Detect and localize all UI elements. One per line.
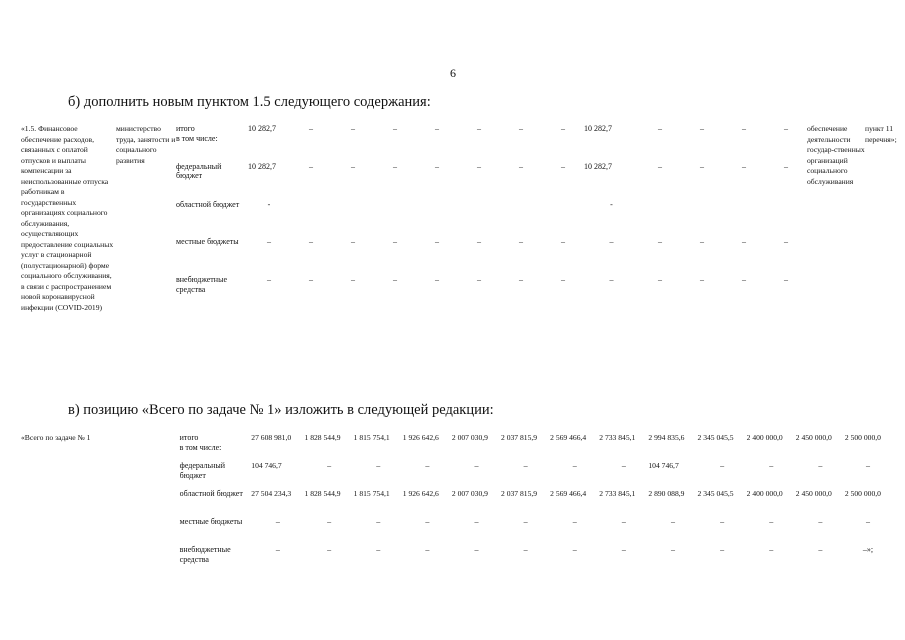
funding-source-label: областной бюджет [176, 199, 240, 209]
value-cell: – [742, 275, 746, 285]
value-cell: – [474, 461, 479, 470]
value-cell: 2 007 030,9 [451, 433, 488, 442]
value-cell: – [267, 237, 271, 247]
value-cell: – [621, 545, 626, 554]
value-cell: – [519, 275, 523, 285]
value-cell: – [700, 275, 704, 285]
value-cell: – [818, 545, 823, 554]
funding-source-label: внебюджетные средства [176, 275, 227, 294]
value-cell [765, 200, 807, 238]
value-cell: – [477, 124, 481, 133]
value-cell: – [658, 124, 662, 133]
value-cell: – [658, 275, 662, 285]
value-cell: 2 345 045,5 [697, 433, 734, 442]
section-b-table [21, 124, 903, 313]
value-cell: 2 500 000,0 [844, 489, 881, 498]
value-cell: – [769, 461, 774, 470]
section-v-table [21, 433, 891, 573]
value-cell: – [670, 545, 675, 554]
value-cell: – [609, 275, 614, 285]
value-cell [332, 200, 374, 238]
value-cell: – [393, 124, 397, 133]
value-cell: –»; [862, 545, 874, 554]
value-cell: – [435, 124, 439, 133]
value-cell: – [700, 124, 704, 133]
value-cell: – [477, 275, 481, 285]
value-cell: – [865, 517, 870, 526]
value-cell: – [474, 545, 479, 554]
value-cell: – [376, 517, 381, 526]
value-cell: – [309, 237, 313, 247]
value-cell: – [658, 161, 662, 171]
value-cell: – [720, 545, 725, 554]
value-cell: 2 450 000,0 [795, 489, 832, 498]
value-cell: – [327, 461, 332, 470]
value-cell: 1 926 642,6 [402, 433, 439, 442]
value-cell: – [309, 275, 313, 285]
value-cell: – [523, 517, 528, 526]
value-cell: – [474, 517, 479, 526]
value-cell: – [818, 461, 823, 470]
value-cell: – [393, 161, 397, 171]
total-task-label: «Всего по задаче № 1 [21, 433, 91, 442]
value-cell: – [561, 275, 565, 285]
table-row [21, 433, 891, 461]
value-cell: - [267, 199, 271, 209]
page-number: 6 [450, 66, 456, 80]
value-cell: 10 282,7 [584, 161, 612, 171]
value-cell: – [523, 461, 528, 470]
value-cell: – [742, 124, 746, 133]
value-cell: – [818, 517, 823, 526]
value-cell: – [670, 517, 675, 526]
value-cell: – [351, 237, 355, 247]
section-v-heading: в) позицию «Всего по задаче № 1» изложить в следующей редакции: [68, 402, 494, 418]
value-cell: 1 926 642,6 [402, 489, 439, 498]
value-cell: 1 828 544,9 [304, 489, 341, 498]
value-cell: – [572, 461, 577, 470]
section-b-heading: б) дополнить новым пунктом 1.5 следующего содержания: [68, 94, 431, 110]
value-cell: – [523, 545, 528, 554]
funding-source-label: федеральный бюджет [176, 161, 222, 181]
funding-source-label: итого в том числе: [176, 124, 218, 143]
value-cell: 104 746,7 [648, 461, 679, 470]
value-cell: – [700, 161, 704, 171]
value-cell: – [309, 124, 313, 133]
value-cell: – [275, 545, 280, 554]
value-cell: – [572, 517, 577, 526]
executor: министерство труда, занятости и социального развития [116, 124, 176, 165]
value-cell: 2 733 845,1 [599, 433, 636, 442]
value-cell: 2 733 845,1 [599, 489, 636, 498]
value-cell: 2 400 000,0 [746, 489, 783, 498]
value-cell: 1 828 544,9 [304, 433, 341, 442]
value-cell: – [393, 237, 397, 247]
value-cell: 10 282,7 [248, 124, 276, 133]
value-cell: 2 037 815,9 [501, 489, 538, 498]
value-cell: 2 890 088,9 [648, 489, 685, 498]
value-cell: – [519, 237, 523, 247]
value-cell: – [769, 517, 774, 526]
value-cell: – [519, 161, 523, 171]
value-cell [416, 200, 458, 238]
funding-source-label: итого в том числе: [179, 433, 222, 452]
value-cell: – [435, 161, 439, 171]
value-cell: – [720, 517, 725, 526]
value-cell: – [742, 161, 746, 171]
value-cell: – [327, 545, 332, 554]
funding-source-label: внебюджетные средства [179, 545, 231, 564]
value-cell: – [267, 275, 271, 285]
value-cell: 27 504 234,3 [251, 489, 292, 498]
funding-source-label: местные бюджеты [179, 517, 243, 526]
value-cell: – [784, 124, 788, 133]
value-cell [723, 200, 765, 238]
value-cell: 2 569 466,4 [550, 489, 587, 498]
value-cell: - [610, 199, 613, 209]
table-row [21, 124, 903, 162]
funding-source-label: областной бюджет [179, 489, 243, 498]
value-cell: 27 608 981,0 [251, 433, 292, 442]
value-cell [290, 200, 332, 238]
value-cell: 2 500 000,0 [844, 433, 881, 442]
value-cell: – [658, 237, 662, 247]
value-cell: 2 994 835,6 [648, 433, 685, 442]
value-cell [374, 200, 416, 238]
value-cell: 2 007 030,9 [451, 489, 488, 498]
funding-source-label: местные бюджеты [176, 237, 239, 247]
value-cell: – [351, 124, 355, 133]
value-cell: – [275, 517, 280, 526]
value-cell: 10 282,7 [248, 161, 276, 171]
value-cell: – [865, 461, 870, 470]
value-cell [639, 200, 681, 238]
funding-source-label: федеральный бюджет [179, 461, 226, 480]
value-cell: – [621, 517, 626, 526]
value-cell: – [376, 545, 381, 554]
value-cell: – [477, 161, 481, 171]
value-cell [542, 200, 584, 238]
value-cell: – [784, 275, 788, 285]
value-cell: – [477, 237, 481, 247]
value-cell: – [572, 545, 577, 554]
value-cell: 2 345 045,5 [697, 489, 734, 498]
value-cell: – [784, 237, 788, 247]
value-cell: – [621, 461, 626, 470]
value-cell: – [425, 545, 430, 554]
value-cell: – [519, 124, 523, 133]
value-cell [458, 200, 500, 238]
value-cell: – [784, 161, 788, 171]
value-cell: – [425, 461, 430, 470]
value-cell: 2 450 000,0 [795, 433, 832, 442]
value-cell: 1 815 754,1 [353, 489, 390, 498]
value-cell: – [327, 517, 332, 526]
value-cell: – [435, 275, 439, 285]
value-cell: 104 746,7 [251, 461, 282, 470]
value-cell: 2 569 466,4 [550, 433, 587, 442]
value-cell: – [720, 461, 725, 470]
value-cell: – [351, 161, 355, 171]
value-cell [681, 200, 723, 238]
value-cell: – [435, 237, 439, 247]
value-cell: – [742, 237, 746, 247]
value-cell: – [309, 161, 313, 171]
reference: пункт 11 перечня»; [865, 124, 897, 144]
expected-result: обеспечение деятельности государ-ственных организаций социального обслуживания [807, 124, 865, 186]
value-cell: – [609, 237, 614, 247]
value-cell: – [425, 517, 430, 526]
value-cell: – [393, 275, 397, 285]
value-cell: – [351, 275, 355, 285]
value-cell: – [769, 545, 774, 554]
value-cell: 1 815 754,1 [353, 433, 390, 442]
value-cell: – [561, 161, 565, 171]
value-cell: 2 400 000,0 [746, 433, 783, 442]
value-cell: 10 282,7 [584, 124, 612, 133]
value-cell: – [561, 124, 565, 133]
task-description: «1.5. Финансовое обеспечение расходов, связанных с оплатой отпусков и выплаты компенсации за неиспользованные отпуска работникам в государственных организациях социального обслуживания, осуществляющих предоставление социальных услуг в стационарной (полустационарной) форме социального обслуживания, в связи с распространением новой коронавирусной инфекции (COVID-2019) [21, 124, 114, 312]
value-cell: – [561, 237, 565, 247]
value-cell [500, 200, 542, 238]
value-cell: 2 037 815,9 [501, 433, 538, 442]
value-cell: – [376, 461, 381, 470]
value-cell: – [700, 237, 704, 247]
